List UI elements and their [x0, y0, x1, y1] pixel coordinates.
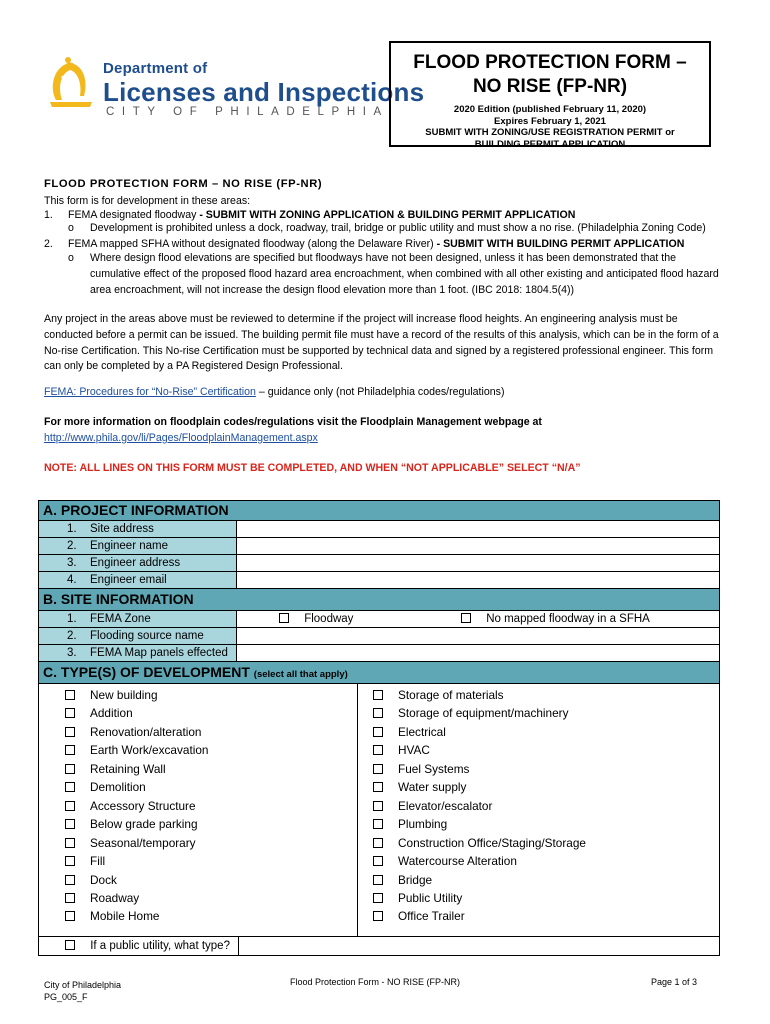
form-table	[38, 500, 720, 956]
roadway-checkbox[interactable]	[65, 893, 75, 903]
storage-of-materials-checkbox[interactable]	[373, 690, 383, 700]
storage-of-equipment-machinery-label: Storage of equipment/machinery	[398, 706, 569, 721]
elevator-escalator-label: Elevator/escalator	[398, 798, 493, 813]
new-building-label: New building	[90, 688, 158, 702]
electrical-checkbox[interactable]	[373, 727, 383, 737]
footer-left	[44, 979, 121, 1003]
mobile-home-checkbox[interactable]	[65, 911, 75, 921]
accessory-structure-label: Accessory Structure	[90, 798, 196, 813]
section-a-header	[39, 501, 719, 521]
bullet-o: o	[68, 252, 74, 264]
electrical-label: Electrical	[398, 724, 446, 739]
row-label: FEMA Zone	[90, 613, 151, 625]
plumbing-checkbox[interactable]	[373, 819, 383, 829]
area-item-2	[68, 238, 684, 251]
fema-map-panels-input[interactable]	[238, 645, 718, 661]
review-paragraph-2: conducted before a permit can be issued. The building permit file must have a record of the results of this analysis, which can be in the form of a	[44, 329, 719, 341]
footer-city: City of Philadelphia	[44, 980, 122, 990]
engineer-name-label	[39, 538, 237, 554]
retaining-wall-checkbox[interactable]	[65, 764, 75, 774]
water-supply-label: Water supply	[398, 780, 467, 795]
area-item-1-text: FEMA designated floodway	[68, 209, 197, 221]
below-grade-parking-checkbox[interactable]	[65, 819, 75, 829]
demolition-checkbox[interactable]	[65, 782, 75, 792]
office-trailer-checkbox[interactable]	[373, 911, 383, 921]
development-types-right	[373, 686, 713, 926]
dock-label: Dock	[90, 872, 117, 887]
floodway-label: Floodway	[304, 613, 354, 625]
expires-text: Expires February 1, 2021	[494, 115, 606, 127]
intro-heading: FLOOD PROTECTION FORM – NO RISE (FP-NR)	[44, 178, 323, 190]
row-number: 1.	[67, 523, 77, 535]
footer-page-number: Page 1 of 3	[651, 977, 698, 987]
completion-note: NOTE: ALL LINES ON THIS FORM MUST BE COMPLETED, AND WHEN “NOT APPLICABLE” SELECT “N/A”	[44, 462, 581, 474]
bridge-checkbox[interactable]	[373, 875, 383, 885]
construction-office-staging-storage-label: Construction Office/Staging/Storage	[398, 835, 586, 850]
row-label: FEMA Map panels effected	[90, 647, 228, 659]
addition-checkbox[interactable]	[65, 708, 75, 718]
floodplain-webpage-link[interactable]: http://www.phila.gov/li/Pages/FloodplainManagement.aspx	[44, 432, 318, 444]
hvac-label: HVAC	[398, 743, 430, 758]
row-label: Engineer address	[90, 557, 181, 569]
submit-instruction-2: BUILDING PERMIT APPLICATION	[474, 138, 626, 150]
area-item-1-submit: - SUBMIT WITH ZONING APPLICATION & BUILDING PERMIT APPLICATION	[196, 209, 576, 221]
engineer-name-input[interactable]	[238, 538, 718, 554]
edition-text: 2020 Edition (published February 11, 2020)	[453, 104, 647, 115]
watercourse-alteration-checkbox[interactable]	[373, 856, 383, 866]
watercourse-alteration-label: Watercourse Alteration	[398, 854, 517, 869]
review-paragraph-1: Any project in the areas above must be reviewed to determine if the project will increase flood heights. An engineering analysis must be	[44, 313, 678, 325]
city-name: CITY OF PHILADELPHIA	[106, 106, 389, 118]
renovation-alteration-checkbox[interactable]	[65, 727, 75, 737]
engineer-name-row	[39, 538, 719, 555]
seasonal-temporary-label: Seasonal/temporary	[90, 835, 196, 850]
engineer-email-row	[39, 572, 719, 589]
area-item-2-submit: - SUBMIT WITH BUILDING PERMIT APPLICATION	[433, 238, 685, 250]
public-utility-type-input[interactable]	[239, 937, 718, 955]
fuel-systems-label: Fuel Systems	[398, 761, 470, 776]
footer-form-name: Flood Protection Form - NO RISE (FP-NR)	[290, 977, 461, 987]
fema-guidance-line	[44, 386, 504, 399]
no-mapped-floodway-option[interactable]	[461, 611, 650, 627]
renovation-alteration-label: Renovation/alteration	[90, 724, 202, 739]
review-paragraph-3: No-rise Certification. This No-rise Certification must be supported by technical data and signed by a registered professional engineer. This form	[44, 345, 714, 357]
public-utility-label: Public Utility	[398, 890, 463, 905]
department-of-text: Department of	[103, 60, 208, 77]
site-address-input[interactable]	[238, 521, 718, 537]
storage-of-equipment-machinery-checkbox[interactable]	[373, 708, 383, 718]
site-address-row	[39, 521, 719, 538]
floodway-checkbox[interactable]	[279, 613, 289, 623]
area-item-1-number: 1.	[44, 209, 53, 221]
water-supply-checkbox[interactable]	[373, 782, 383, 792]
no-mapped-floodway-checkbox[interactable]	[461, 613, 471, 623]
section-b-header	[39, 589, 719, 611]
bullet-o: o	[68, 222, 74, 234]
row-label: Engineer name	[90, 540, 168, 552]
office-trailer-label: Office Trailer	[398, 909, 465, 924]
site-address-label	[39, 521, 237, 537]
area-item-2-text: FEMA mapped SFHA without designated floodway (along the Delaware River)	[68, 238, 434, 250]
row-label: Flooding source name	[90, 630, 204, 642]
section-b-title: B. SITE INFORMATION	[43, 591, 194, 607]
fema-procedures-link[interactable]: FEMA: Procedures for “No-Rise” Certification	[44, 386, 256, 398]
plumbing-label: Plumbing	[398, 817, 448, 832]
roadway-label: Roadway	[90, 890, 140, 905]
demolition-label: Demolition	[90, 780, 146, 795]
row-number: 1.	[67, 613, 77, 625]
development-types-left	[65, 686, 355, 926]
area-item-2-detail-2: cumulative effect of the proposed flood hazard area encroachment, when combined with all other existing and anticipated flood hazard	[90, 268, 719, 280]
department-name: Licenses and Inspections	[103, 77, 425, 107]
form-title-line1: FLOOD PROTECTION FORM –	[413, 52, 687, 73]
dock-checkbox[interactable]	[65, 875, 75, 885]
public-utility-type-checkbox[interactable]	[65, 940, 75, 950]
earth-work-excavation-checkbox[interactable]	[65, 745, 75, 755]
below-grade-parking-label: Below grade parking	[90, 817, 198, 832]
fuel-systems-checkbox[interactable]	[373, 764, 383, 774]
column-divider	[357, 684, 358, 936]
no-mapped-floodway-label: No mapped floodway in a SFHA	[486, 613, 650, 625]
new-building-checkbox[interactable]	[65, 690, 75, 700]
flooding-source-input[interactable]	[238, 628, 718, 644]
row-label: Site address	[90, 523, 154, 535]
hvac-checkbox[interactable]	[373, 745, 383, 755]
area-item-2-detail-3: area encroachment, will not increase the design flood elevation more than 1 foot. (IBC 2018: 1804.5(4))	[90, 284, 575, 296]
area-item-2-number: 2.	[44, 238, 53, 250]
footer-form-code: PG_005_F	[44, 992, 88, 1002]
construction-office-staging-storage-checkbox[interactable]	[373, 838, 383, 848]
row-number: 4.	[67, 574, 77, 586]
section-c-note: (select all that apply)	[253, 669, 348, 680]
row-number: 2.	[67, 630, 77, 642]
seasonal-temporary-checkbox[interactable]	[65, 838, 75, 848]
section-a-title: A. PROJECT INFORMATION	[43, 502, 229, 518]
public-utility-type-question[interactable]	[65, 938, 230, 954]
section-c-title: C. TYPE(S) OF DEVELOPMENT	[43, 664, 250, 680]
engineer-email-input[interactable]	[238, 572, 718, 588]
fill-label: Fill	[90, 854, 106, 869]
row-label: Engineer email	[90, 574, 167, 586]
fema-zone-row	[39, 611, 719, 628]
engineer-email-label	[39, 572, 237, 588]
elevator-escalator-checkbox[interactable]	[373, 801, 383, 811]
form-title-box	[389, 41, 711, 150]
row-number: 3.	[67, 647, 77, 659]
fema-map-panels-label	[39, 645, 237, 661]
addition-label: Addition	[90, 706, 133, 721]
fema-map-panels-row	[39, 645, 719, 662]
area-item-1	[68, 209, 575, 222]
fill-checkbox[interactable]	[65, 856, 75, 866]
engineer-address-row	[39, 555, 719, 572]
public-utility-checkbox[interactable]	[373, 893, 383, 903]
retaining-wall-label: Retaining Wall	[90, 761, 166, 776]
row-number: 2.	[67, 540, 77, 552]
flooding-source-label	[39, 628, 237, 644]
bridge-label: Bridge	[398, 872, 433, 887]
section-c-header	[39, 662, 719, 684]
flooding-source-row	[39, 628, 719, 645]
storage-of-materials-label: Storage of materials	[398, 688, 504, 702]
mobile-home-label: Mobile Home	[90, 909, 160, 924]
area-item-1-detail: Development is prohibited unless a dock, roadway, trail, bridge or public utility and must show a no rise. (Philadelphia Zoning Code)	[90, 222, 706, 234]
fema-zone-label	[39, 611, 237, 627]
public-utility-type-label: If a public utility, what type?	[90, 940, 230, 952]
fema-guidance-note: – guidance only (not Philadelphia codes/regulations)	[255, 386, 505, 398]
accessory-structure-checkbox[interactable]	[65, 801, 75, 811]
floodway-option[interactable]	[279, 611, 353, 627]
intro-line: This form is for development in these areas:	[44, 195, 251, 207]
liberty-bell-logo-icon	[44, 56, 100, 112]
engineer-address-label	[39, 555, 237, 571]
submit-instruction-1: SUBMIT WITH ZONING/USE REGISTRATION PERMIT or	[425, 127, 675, 138]
more-info-text: For more information on floodplain codes/regulations visit the Floodplain Management webpage at	[44, 416, 542, 428]
earth-work-excavation-label: Earth Work/excavation	[90, 743, 209, 758]
engineer-address-input[interactable]	[238, 555, 718, 571]
row-number: 3.	[67, 557, 77, 569]
form-title-line2: NO RISE (FP-NR)	[472, 76, 628, 97]
area-item-2-detail-1: Where design flood elevations are specified but floodways have not been designed, unless it has been demonstrated that the	[90, 252, 676, 264]
review-paragraph-4: can only be completed by a PA Registered Design Professional.	[44, 360, 343, 372]
